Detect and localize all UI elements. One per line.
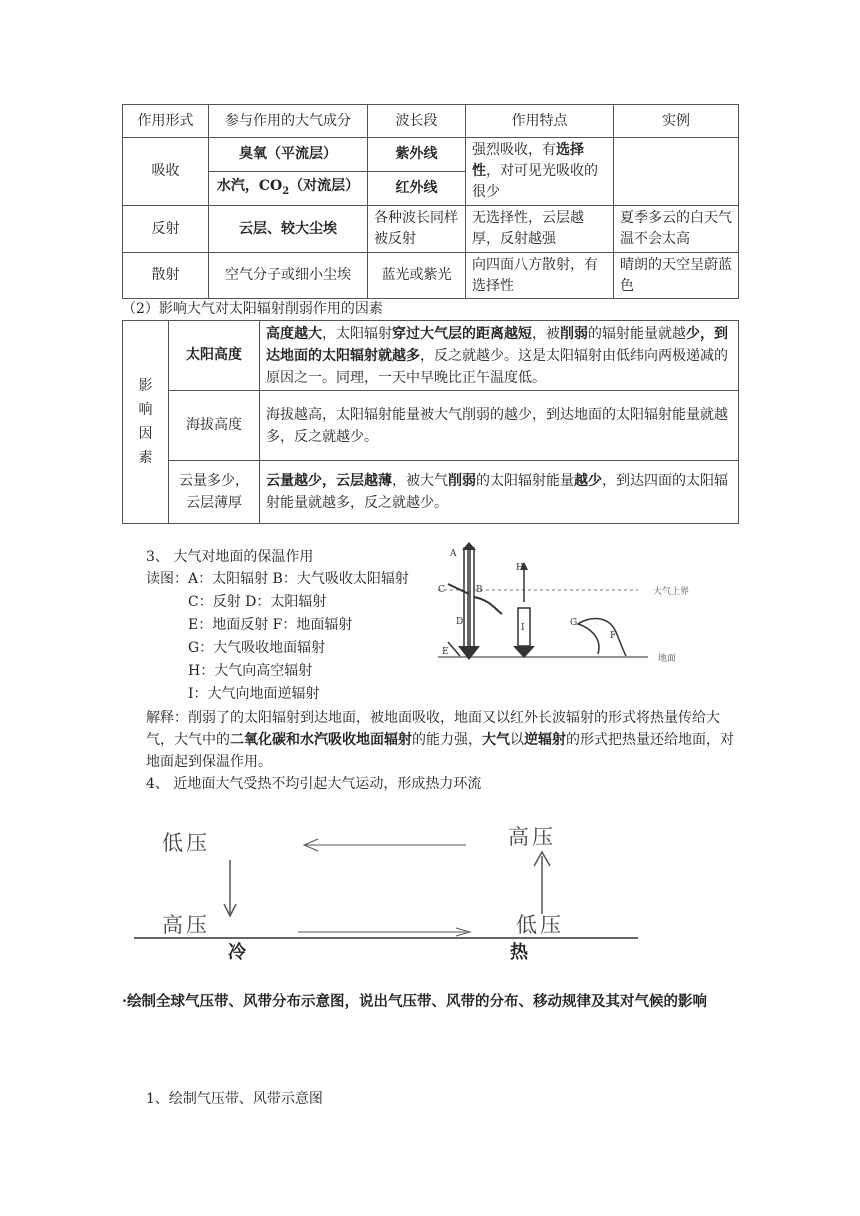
feature-text: ，对可见光吸收的很少 bbox=[472, 163, 598, 200]
absorb-arrow bbox=[474, 597, 502, 614]
feature-emphasis: 选择性 bbox=[472, 142, 584, 179]
form-cell: 吸收 bbox=[123, 138, 209, 206]
feature-cell: 向四面八方散射，有选择性 bbox=[466, 253, 614, 299]
label-B: B bbox=[476, 585, 483, 595]
factor-cell: 海拔高度 bbox=[169, 391, 260, 461]
wave-cell: 红外线 bbox=[368, 172, 466, 206]
explanation-paragraph: 解释：削弱了的太阳辐射到达地面，被地面吸收，地面又以红外长波辐射的形式将热量传给大气，大气中的二氧化碳和水汽吸收地面辐射的能力强，大气以逆辐射的形式把热量还给地面，对地面起到保温作用。 bbox=[146, 710, 734, 770]
legend-line: G：大气吸收地面辐射 bbox=[188, 640, 326, 656]
legend-line: H：大气向高空辐射 bbox=[188, 663, 313, 679]
solar-radiation-arrow-core bbox=[467, 548, 471, 648]
bottom-left-pressure-label: 高压 bbox=[162, 913, 210, 937]
table-row bbox=[123, 321, 739, 391]
factors-side-label: 影 响 因 素 bbox=[123, 321, 169, 524]
top-right-pressure-label: 高压 bbox=[508, 825, 556, 849]
feature-text: 强烈吸收，有 bbox=[472, 142, 556, 158]
factor-description: 海拔越高，太阳辐射能量被大气削弱的越少，到达地面的太阳辐射能量就越多，反之就越少。 bbox=[260, 391, 739, 461]
section-4-title: 4、 近地面大气受热不均引起大气运动，形成热力环流 bbox=[146, 776, 482, 792]
ground-radiation-curve bbox=[578, 619, 626, 656]
arrow-tip bbox=[462, 542, 476, 550]
section-5-title: 1、绘制气压带、风带示意图 bbox=[146, 1091, 323, 1107]
table-header-row bbox=[123, 105, 739, 138]
feature-cell: 无选择性，云层越厚，反射越强 bbox=[466, 206, 614, 253]
header-cell: 作用形式 bbox=[123, 105, 209, 138]
section-2-title: （2）影响大气对太阳辐射削弱作用的因素 bbox=[122, 301, 383, 317]
label-D: D bbox=[456, 617, 464, 627]
bullet-heading: ·绘制全球气压带、风带分布示意图，说出气压带、风带的分布、移动规律及其对气候的影响 bbox=[122, 993, 708, 1010]
greenhouse-effect-figure bbox=[438, 542, 700, 667]
label-C: C bbox=[438, 585, 445, 595]
table-row bbox=[123, 391, 739, 461]
component-cell: 空气分子或细小尘埃 bbox=[209, 253, 368, 299]
label-I: I bbox=[521, 623, 525, 633]
example-cell: 晴朗的天空呈蔚蓝色 bbox=[614, 253, 739, 299]
table-row bbox=[123, 461, 739, 524]
label-G: G bbox=[570, 618, 578, 628]
component-cell: 水汽，$CO_2$（对流层） bbox=[209, 172, 368, 206]
legend-line: 读图：A：太阳辐射 B：大气吸收太阳辐射 bbox=[146, 571, 409, 587]
label-E: E bbox=[442, 647, 449, 657]
form-cell: 散射 bbox=[123, 253, 209, 299]
legend-line: I：大气向地面逆辐射 bbox=[188, 686, 320, 702]
factor-description: 高度越大，太阳辐射穿过大气层的距离越短，被削弱的辐射能量就越少，到达地面的太阳辐射就越多，反之就越少。这是太阳辐射由低纬向两极递减的原因之一。同理，一天中早晚比正午温度低。 bbox=[260, 321, 739, 391]
top-left-pressure-label: 低压 bbox=[162, 831, 210, 855]
atmosphere-top-label: 大气上界 bbox=[653, 587, 690, 597]
section-3-title: 3、 大气对地面的保温作用 bbox=[146, 549, 314, 565]
wave-cell: 紫外线 bbox=[368, 138, 466, 172]
label-A: A bbox=[450, 549, 457, 559]
solar-radiation-arrowhead bbox=[458, 646, 480, 660]
header-cell: 波长段 bbox=[368, 105, 466, 138]
legend-line: E：地面反射 F：地面辐射 bbox=[188, 617, 353, 633]
hot-label: 热 bbox=[510, 942, 528, 963]
header-cell: 参与作用的大气成分 bbox=[209, 105, 368, 138]
header-cell: 作用特点 bbox=[466, 105, 614, 138]
table-row bbox=[123, 206, 739, 253]
atmosphere-effects-table bbox=[122, 104, 739, 299]
header-cell: 实例 bbox=[614, 105, 739, 138]
label-F: F bbox=[610, 631, 617, 641]
table-row bbox=[123, 138, 739, 172]
ground-reflect-arrow bbox=[448, 642, 460, 656]
thermal-circulation-diagram bbox=[126, 818, 646, 963]
form-cell: 反射 bbox=[123, 206, 209, 253]
cold-label: 冷 bbox=[228, 942, 246, 963]
legend-line: C：反射 D：太阳辐射 bbox=[188, 594, 327, 610]
bottom-right-pressure-label: 低压 bbox=[516, 913, 564, 937]
example-cell bbox=[614, 138, 739, 206]
factor-cell: 云量多少， 云层薄厚 bbox=[169, 461, 260, 524]
table-row bbox=[123, 253, 739, 299]
factors-table bbox=[122, 320, 739, 524]
label-H: H bbox=[516, 563, 524, 573]
wave-cell: 蓝光或紫光 bbox=[368, 253, 466, 299]
ground-label: 地面 bbox=[658, 654, 677, 664]
component-cell: 云层、较大尘埃 bbox=[209, 206, 368, 253]
factor-cell: 太阳高度 bbox=[169, 321, 260, 391]
feature-cell bbox=[466, 138, 614, 206]
component-cell: 臭氧（平流层） bbox=[209, 138, 368, 172]
example-cell: 夏季多云的白天气温不会太高 bbox=[614, 206, 739, 253]
wave-cell: 各种波长同样被反射 bbox=[368, 206, 466, 253]
factor-description: 云量越少，云层越薄，被大气削弱的太阳辐射能量越少，到达四面的太阳辐射能量就越多，反之就越少。 bbox=[260, 461, 739, 524]
